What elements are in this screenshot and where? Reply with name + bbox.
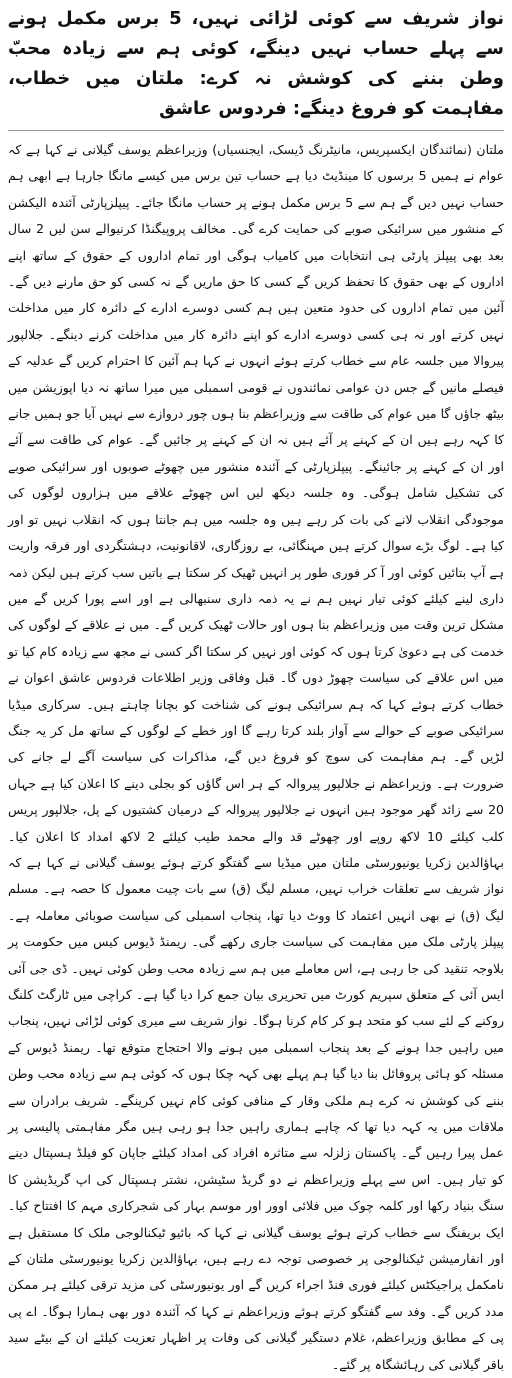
- article-body: ملتان (نمائندگان ایکسپریس، مانیٹرنگ ڈیسک، ایجنسیاں) وزیراعظم یوسف گیلانی نے کہا ہے کہ عوام نے ہمیں 5 برسوں کا مینڈیٹ دیا ہے حساب تین برس میں کیسے مانگا جارہا ہے ابھی ہم حساب نہیں دیں گے ہم سے 5 برس مکمل ہونے پر حساب مانگا جائے۔ پیپلزپارٹی آئندہ الیکشن کے منشور میں سرائیکی صوبے کی حمایت کرے گی۔ مخالف پروپیگنڈا کرنیوالے سن لیں 2 سال بعد بھی پیپلز پارٹی ہی انتخابات میں کامیاب ہوگی اور تمام اداروں کے حقوق کے ساتھ اپنے اداروں کے بھی حقوق کا تحفظ کریں گے کسی کا حق ماریں گے نہ کسی کو حق مارنے دیں گے۔ آئین میں تمام اداروں کی حدود متعین ہیں ہم کسی دوسرے ادارے کے دائرہ کار میں مداخلت نہیں کرتے اور نہ ہی کسی دوسرے ادارے کو اپنے دائرہ کار میں مداخلت کرنے دینگے۔ جلالپور پیروالا میں جلسہ عام سے خطاب کرتے ہوئے انہوں نے کہا ہم آئین کا احترام کریں گے عدلیہ کے فیصلے مانیں گے جس دن عوامی نمائندوں نے قومی اسمبلی میں میرا ساتھ نہ دیا اپوزیشن میں بیٹھ جاؤں گا میں عوام کی طاقت سے وزیراعظم بنا ہوں چور دروازے سے نہیں آیا جو ہمیں جانے کا کہہ رہے ہیں ان کے کہنے پر آئے ہیں نہ ان کے کہنے پر جائیں گے۔ عوام کی طاقت سے آئے اور ان کے کہنے پر جائینگے۔ پیپلزپارٹی کے آئندہ منشور میں چھوٹے صوبوں اور سرائیکی صوبے کی تشکیل شامل ہوگی۔ وہ جلسہ دیکھ لیں اس چھوٹے علاقے میں ہزاروں لوگوں کی موجودگی انقلاب لانے کی بات کر رہے ہیں وہ جلسہ میں ہم جانتا ہوں کہ انقلاب نہیں تو اور کیا ہے۔ لوگ بڑے سوال کرتے ہیں مہنگائی، بے روزگاری، لاقانونیت، دہشتگردی اور فرقہ واریت ہے آپ بتائیں کوئی اور آ کر فوری طور پر انہیں ٹھیک کر سکتا ہے باتیں سب کرتے ہیں لیکن ذمہ داری لینے کیلئے کوئی تیار نہیں ہم نے یہ ذمہ داری سنبھالی ہے اور اسے پورا کریں گے میں مشکل ترین وقت میں وزیراعظم بنا ہوں اور حالات ٹھیک کریں گے۔ میں نے علاقے کے لوگوں کی خدمت کی ہے دعویٰ کرتا ہوں کہ کوئی اور نہیں کر سکتا اگر کسی نے مجھ سے زیادہ کام کیا تو میں اس علاقے کی سیاست چھوڑ دوں گا۔ قبل وفاقی وزیر اطلاعات فردوس عاشق اعوان نے خطاب کرتے ہوئے کہا کہ ہم سرائیکی ہونے کی شناخت کو بچانا چاہتے ہیں۔ سرکاری میڈیا سرائیکی صوبے کے حوالے سے آواز بلند کرتا رہے گا اور خطے کے لوگوں کے ساتھ مل کر یہ جنگ لڑیں گے۔ ہم مفاہمت کی سوچ کو فروغ دیں گے، مذاکرات کی سیاست آگے لے جانے کی ضرورت ہے۔ وزیراعظم نے جلالپور پیروالہ کے ہر اس گاؤں کو بجلی دینے کا اعلان کیا ہے جہاں 20 سے زائد گھر موجود ہیں انہوں نے جلالپور پیروالہ کے درمیان کشتیوں کے پل، جلالپور پریس کلب کیلئے 10 لاکھ روپے اور چھوٹے قد والے محمد طیب کیلئے 2 لاکھ امداد کا اعلان کیا۔ بہاؤالدین زکریا یونیورسٹی ملتان میں میڈیا سے گفتگو کرتے ہوئے یوسف گیلانی نے کہا ہے کہ نواز شریف سے تعلقات خراب نہیں، مسلم لیگ (ق) سے بات چیت معمول کا حصہ ہے۔ مسلم لیگ (ق) نے بھی انہیں اعتماد کا ووٹ دیا تھا، پنجاب اسمبلی کی سیاست صوبائی معاملہ ہے۔ پیپلز پارٹی ملک میں مفاہمت کی سیاست جاری رکھے گی۔ ریمنڈ ڈیوس کیس میں حکومت پر بلاوجہ تنقید کی جا رہی ہے، اس معاملے میں ہم سے زیادہ محب وطن کوئی نہیں۔ ڈی جی آئی ایس آئی کے متعلق سپریم کورٹ میں تحریری بیان جمع کرا دیا گیا ہے۔ کراچی میں ٹارگٹ کلنگ روکنے کے لئے سب کو متحد ہو کر کام کرنا ہوگا۔ نواز شریف سے میری کوئی لڑائی نہیں، پنجاب میں راہیں جدا ہونے کے بعد پنجاب اسمبلی میں ہونے والا احتجاج متوقع تھا۔ ریمنڈ ڈیوس کے مسئلہ کو ہائی پروفائل بنا دیا گیا ہم پہلے بھی کہہ چکا ہوں کہ کوئی ہم سے زیادہ محب وطن بننے کی کوشش نہ کرے ہم ملکی وقار کے منافی کوئی کام نہیں کرینگے۔ شریف برادران سے ملاقات میں یہ کہہ دیا تھا کہ چاہے ہماری راہیں جدا ہو رہی ہیں مگر مفاہمتی پالیسی پر عمل پیرا رہیں گے۔ پاکستان زلزلہ سے متاثرہ افراد کی امداد کیلئے جاپان کو فیلڈ ہسپتال دینے کو تیار ہیں۔ اس سے پہلے وزیراعظم نے دو گریڈ سٹیشن، نشتر ہسپتال کی اپ گریڈیشن کا سنگ بنیاد رکھا اور کلمہ چوک میں فلائی اوور اور موسم بہار کی شجرکاری مہم کا افتتاح کیا۔ ایک بریفنگ سے خطاب کرتے ہوئے یوسف گیلانی نے کہا کہ بائیو ٹیکنالوجی ملک کا مستقبل ہے اور انفارمیشن ٹیکنالوجی پر خصوصی توجہ دے رہے ہیں، بہاؤالدین زکریا یونیورسٹی ملتان کے نامکمل پراجیکٹس کیلئے فوری فنڈ اجراء کریں گے اور یونیورسٹی کی مزید ترقی کیلئے ہر ممکن مدد کریں گے۔ وفد سے گفتگو کرتے ہوئے وزیراعظم نے کہا کہ آئندہ دور بھی ہمارا ہوگا۔ اے پی پی کے مطابق وزیراعظم، غلام دستگیر گیلانی کی وفات پر اظہار تعزیت کیلئے ان کے بیٹے سید باقر گیلانی کی رہائشگاہ پر گئے۔: [8, 142, 504, 1372]
- headline: نواز شریف سے کوئی لڑائی نہیں، 5 برس مکمل ہونے سے پہلے حساب نہیں دینگے، کوئی ہم سے زیادہ محبّ وطن بننے کی کوشش نہ کرے: ملتان میں خطاب، مفاہمت کو فروغ دینگے: فردوس عاشق: [8, 4, 504, 131]
